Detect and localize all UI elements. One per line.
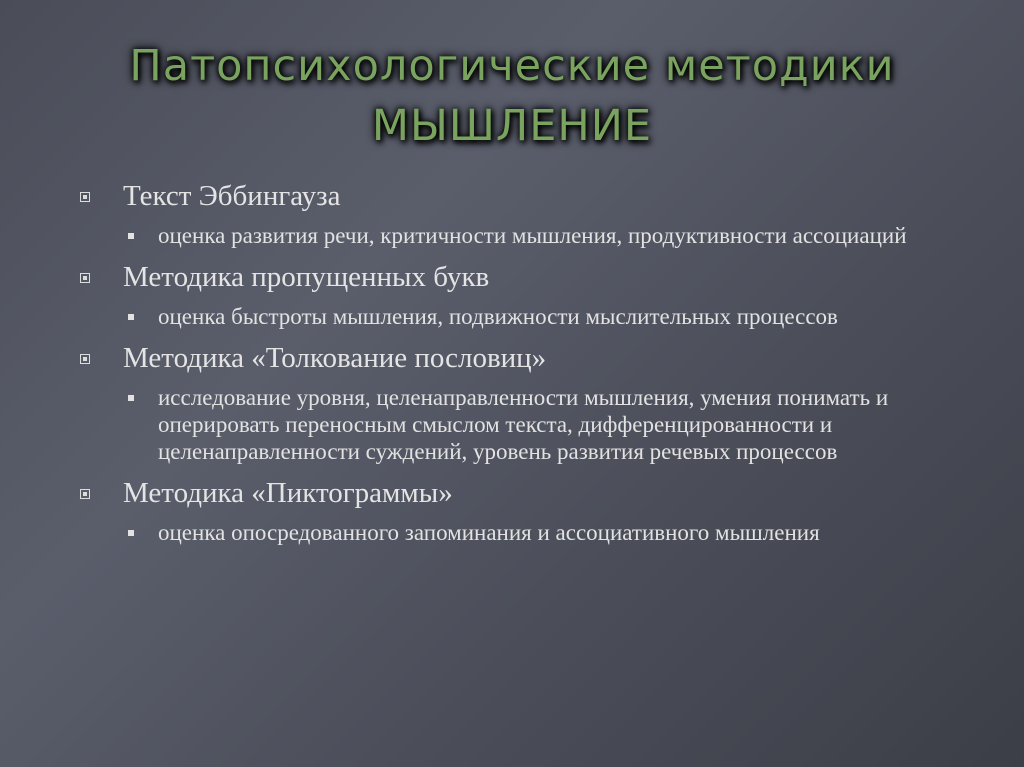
slide-title-line-1: Патопсихологические методики (129, 41, 895, 91)
method-heading (78, 259, 978, 295)
method-heading (78, 178, 978, 214)
small-square-bullet-icon (128, 314, 134, 320)
method-description-text: оценка быстроты мышления, подвижности мыслительных процессов (158, 304, 838, 329)
method-heading-text: Методика пропущенных букв (123, 261, 490, 293)
method-item (78, 178, 978, 249)
method-item (78, 259, 978, 330)
square-bullet-icon (80, 273, 90, 283)
method-heading-text: Текст Эббингауза (123, 180, 341, 212)
method-description-text: оценка развития речи, критичности мышления, продуктивности ассоциаций (158, 223, 907, 248)
slide-title (0, 36, 1024, 156)
method-heading (78, 340, 978, 376)
method-heading-text: Методика «Толкование пословиц» (123, 342, 547, 374)
method-list (78, 178, 978, 556)
small-square-bullet-icon (128, 395, 134, 401)
method-description (158, 384, 978, 465)
small-square-bullet-icon (128, 233, 134, 239)
method-description (158, 222, 978, 249)
method-item (78, 340, 978, 465)
method-heading (78, 475, 978, 511)
small-square-bullet-icon (128, 530, 134, 536)
square-bullet-icon (80, 354, 90, 364)
method-description (158, 519, 978, 546)
method-description (158, 303, 978, 330)
method-item (78, 475, 978, 546)
method-heading-text: Методика «Пиктограммы» (123, 477, 453, 509)
method-description-text: оценка опосредованного запоминания и ассоциативного мышления (158, 520, 820, 545)
slide-title-line-2: МЫШЛЕНИЕ (371, 101, 653, 151)
method-description-text: исследование уровня, целенаправленности мышления, умения понимать и оперировать переносным смыслом текста, дифференцированности и целенаправленности суждений, уровень развития речевых процессов (158, 385, 889, 464)
square-bullet-icon (80, 192, 90, 202)
square-bullet-icon (80, 489, 90, 499)
